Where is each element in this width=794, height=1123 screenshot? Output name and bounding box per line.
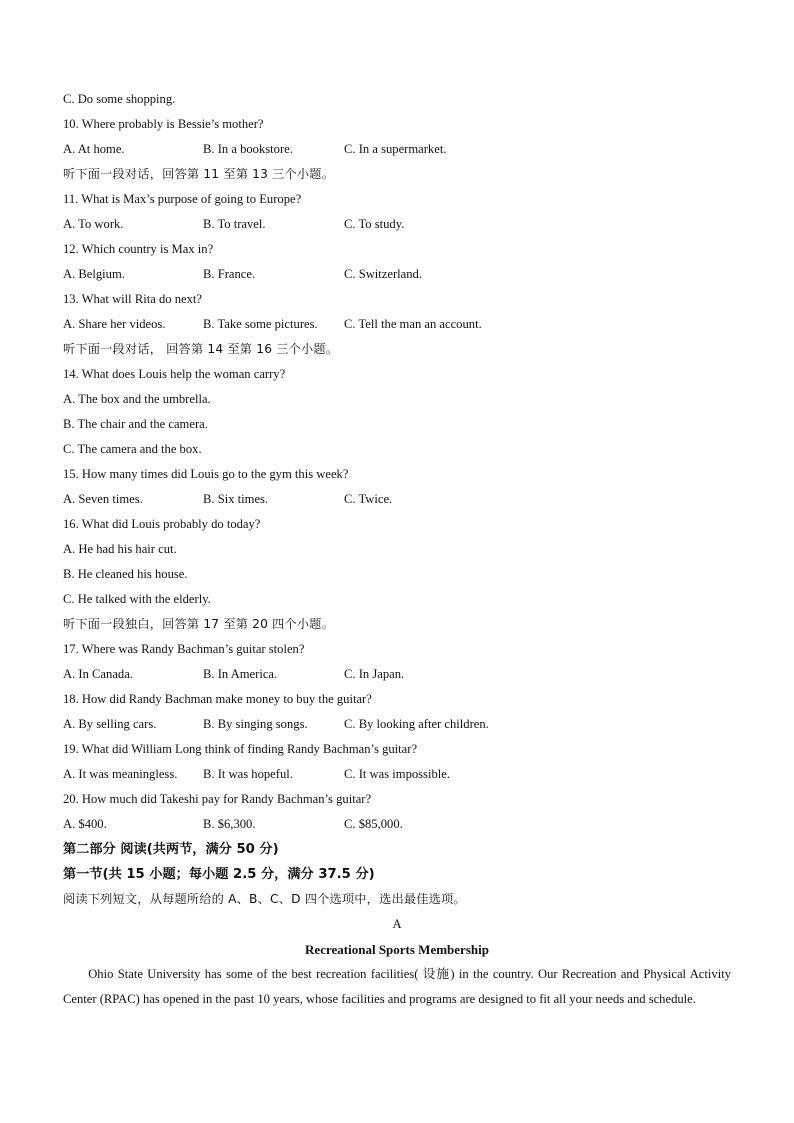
answer-option: C. It was impossible. — [344, 767, 450, 781]
answer-option: A. $400. — [63, 817, 107, 831]
answer-option: C. In a supermarket. — [344, 142, 447, 156]
text-line: 11. What is Max’s purpose of going to Europe? — [63, 192, 302, 206]
answer-option: C. Tell the man an account. — [344, 317, 482, 331]
answer-option: B. It was hopeful. — [203, 767, 293, 781]
text-line: A. He had his hair cut. — [63, 542, 177, 556]
answer-options-row — [63, 212, 731, 237]
answer-option: C. Twice. — [344, 492, 393, 506]
answer-option: C. $85,000. — [344, 817, 403, 831]
answer-option: A. To work. — [63, 217, 124, 231]
section-heading: 第一节(共 15 小题；每小题 2.5 分，满分 37.5 分) — [63, 867, 375, 882]
answer-option: A. At home. — [63, 142, 125, 156]
text-line: 13. What will Rita do next? — [63, 292, 202, 306]
text-line: C. Do some shopping. — [63, 92, 176, 106]
text-line: 20. How much did Takeshi pay for Randy Bachman’s guitar? — [63, 792, 372, 806]
answer-options-row — [63, 487, 731, 512]
instruction-line: 听下面一段独白，回答第 17 至第 20 四个小题。 — [63, 617, 335, 631]
text-line: 19. What did William Long think of finding Randy Bachman’s guitar? — [63, 742, 418, 756]
answer-option: A. Belgium. — [63, 267, 125, 281]
answer-option: B. Six times. — [203, 492, 269, 506]
answer-option: B. France. — [203, 267, 256, 281]
text-line: A. The box and the umbrella. — [63, 392, 211, 406]
section-heading: 第二部分 阅读(共两节，满分 50 分) — [63, 842, 279, 857]
answer-options-row — [63, 137, 731, 162]
exam-page — [63, 87, 731, 1012]
answer-options-row — [63, 812, 731, 837]
answer-option: B. To travel. — [203, 217, 266, 231]
answer-option: A. It was meaningless. — [63, 767, 178, 781]
answer-options-row — [63, 662, 731, 687]
answer-option: B. In America. — [203, 667, 278, 681]
text-line: 14. What does Louis help the woman carry? — [63, 367, 286, 381]
answer-options-row — [63, 762, 731, 787]
answer-option: B. Take some pictures. — [203, 317, 318, 331]
answer-option: C. By looking after children. — [344, 717, 489, 731]
text-line: 18. How did Randy Bachman make money to buy the guitar? — [63, 692, 372, 706]
passage-paragraph: Ohio State University has some of the best recreation facilities( 设施) in the country. Our Recreation and Physical Activity Center (RPAC) has opened in the past 10 years, whose facilities and programs are designed to fit all your needs and schedule. — [63, 967, 731, 1006]
text-line: 10. Where probably is Bessie’s mother? — [63, 117, 264, 131]
answer-option: C. To study. — [344, 217, 405, 231]
text-line: C. The camera and the box. — [63, 442, 202, 456]
text-line: B. The chair and the camera. — [63, 417, 208, 431]
text-line: 12. Which country is Max in? — [63, 242, 214, 256]
passage-label: A — [392, 917, 402, 931]
answer-option: A. Seven times. — [63, 492, 143, 506]
answer-option: A. Share her videos. — [63, 317, 166, 331]
instruction-line: 阅读下列短文，从每题所给的 A、B、C、D 四个选项中，选出最佳选项。 — [63, 892, 466, 906]
passage-title: Recreational Sports Membership — [305, 942, 489, 957]
text-line: 15. How many times did Louis go to the gym this week? — [63, 467, 349, 481]
answer-option: C. Switzerland. — [344, 267, 422, 281]
text-line: B. He cleaned his house. — [63, 567, 188, 581]
answer-option: B. $6,300. — [203, 817, 256, 831]
answer-option: C. In Japan. — [344, 667, 405, 681]
answer-option: B. By singing songs. — [203, 717, 308, 731]
answer-option: A. By selling cars. — [63, 717, 157, 731]
answer-option: A. In Canada. — [63, 667, 133, 681]
text-line: 17. Where was Randy Bachman’s guitar stolen? — [63, 642, 305, 656]
instruction-line: 听下面一段对话， 回答第 14 至第 16 三个小题。 — [63, 342, 339, 356]
answer-options-row — [63, 262, 731, 287]
instruction-line: 听下面一段对话，回答第 11 至第 13 三个小题。 — [63, 167, 335, 181]
text-line: C. He talked with the elderly. — [63, 592, 211, 606]
answer-option: B. In a bookstore. — [203, 142, 293, 156]
answer-options-row — [63, 312, 731, 337]
answer-options-row — [63, 712, 731, 737]
text-line: 16. What did Louis probably do today? — [63, 517, 261, 531]
